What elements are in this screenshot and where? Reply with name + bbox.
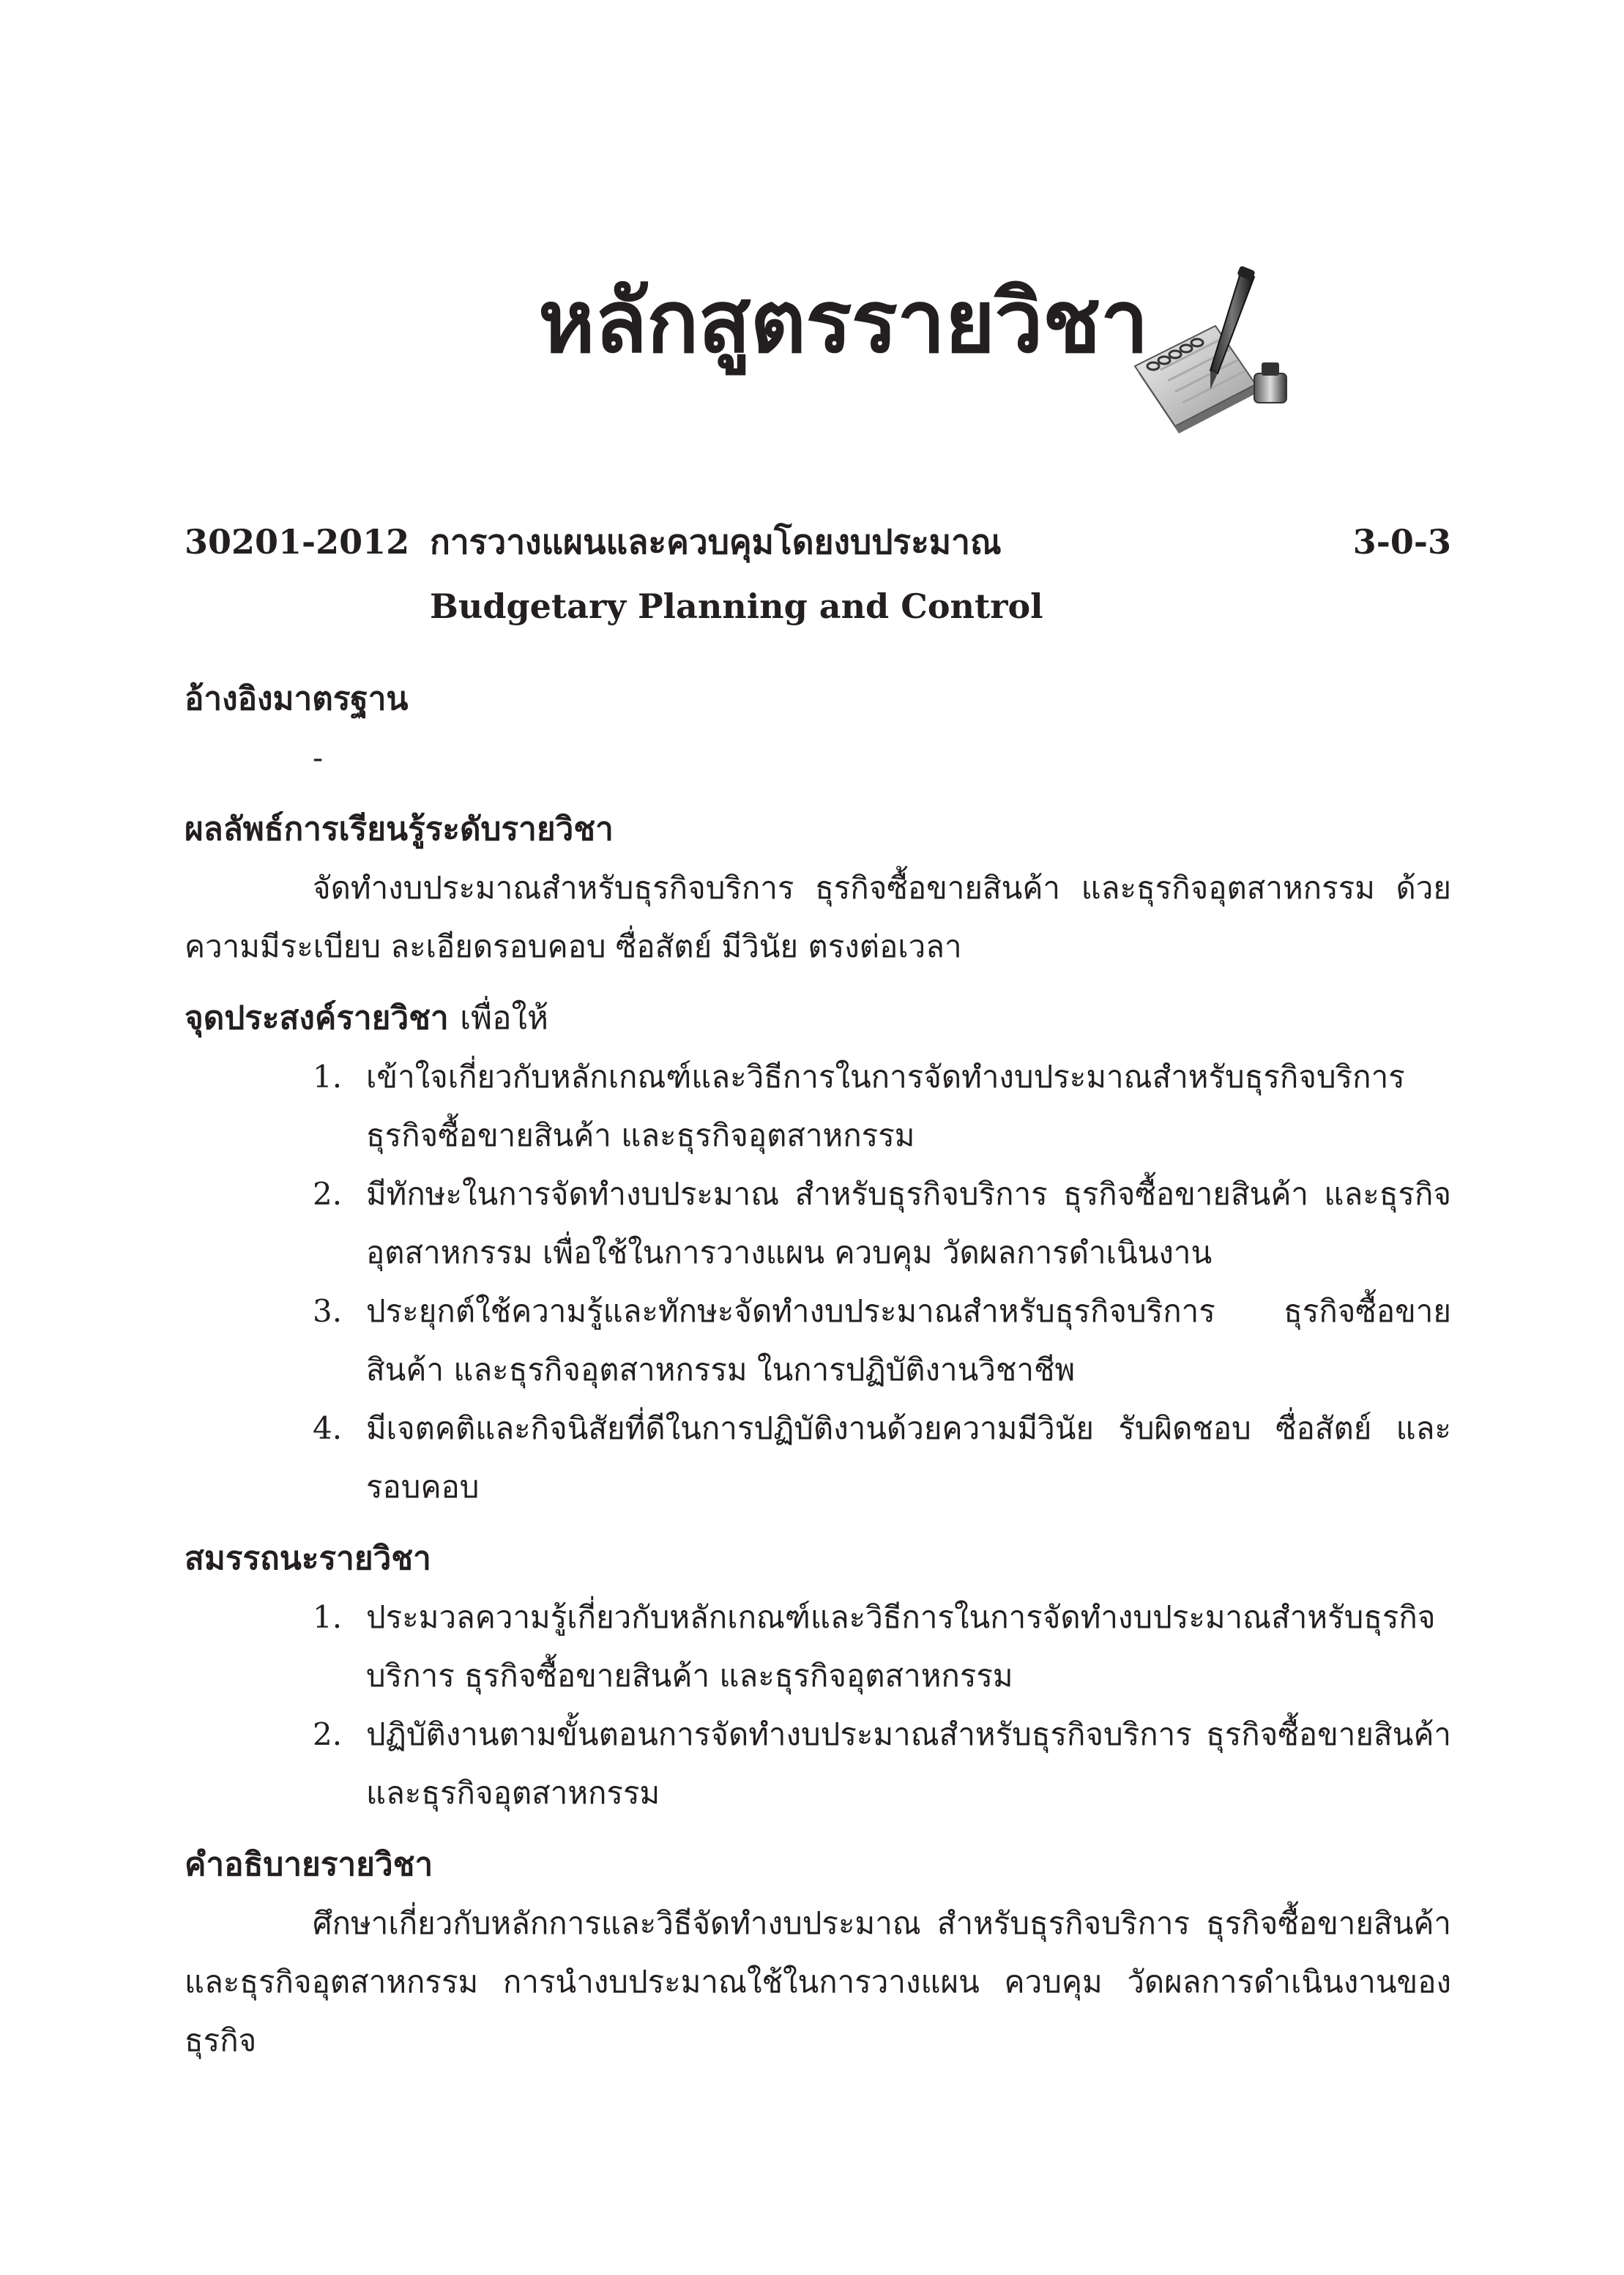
list-item-text: ปฏิบัติงานตามขั้นตอนการจัดทำงบประมาณสำหรับธุรกิจบริการ ธุรกิจซื้อขายสินค้า และธุรกิจอุตสาหกรรม — [366, 1716, 1451, 1811]
notebook-pen-icon — [1131, 264, 1300, 439]
list-item-text: ประยุกต์ใช้ความรู้และทักษะจัดทำงบประมาณสำหรับธุรกิจบริการ ธุรกิจซื้อขายสินค้า และธุรกิจอุตสาหกรรม ในการปฏิบัติงานวิชาชีพ — [366, 1293, 1451, 1388]
competencies-list — [185, 1588, 1451, 1822]
objectives-heading-label: จุดประสงค์รายวิชา — [185, 999, 449, 1037]
course-credits: 3-0-3 — [1352, 522, 1451, 562]
learning-outcome-section — [185, 800, 1451, 976]
list-item-number: 4. — [313, 1410, 343, 1446]
list-item — [185, 1282, 1451, 1399]
description-heading: คำอธิบายรายวิชา — [185, 1846, 433, 1883]
list-item-text: เข้าใจเกี่ยวกับหลักเกณฑ์และวิธีการในการจัดทำงบประมาณสำหรับธุรกิจบริการ ธุรกิจซื้อขายสินค้า และธุรกิจอุตสาหกรรม — [366, 1059, 1405, 1153]
competencies-section — [185, 1530, 1451, 1822]
course-name-thai: การวางแผนและควบคุมโดยงบประมาณ — [430, 522, 1002, 562]
course-header — [185, 513, 1451, 644]
list-item-text: มีทักษะในการจัดทำงบประมาณ สำหรับธุรกิจบริการ ธุรกิจซื้อขายสินค้า และธุรกิจอุตสาหกรรม เพื่อใช้ในการวางแผน ควบคุม วัดผลการดำเนินงาน — [366, 1176, 1451, 1270]
list-item — [185, 1048, 1451, 1165]
list-item-number: 1. — [313, 1599, 343, 1635]
objectives-heading-suffix: เพื่อให้ — [460, 999, 549, 1037]
list-item-number: 2. — [313, 1716, 343, 1752]
course-name-english: Budgetary Planning and Control — [430, 587, 1043, 626]
description-text: ศึกษาเกี่ยวกับหลักการและวิธีจัดทำงบประมาณ สำหรับธุรกิจบริการ ธุรกิจซื้อขายสินค้าและธุรกิจอุตสาหกรรม การนำงบประมาณใช้ในการวางแผน ควบคุม วัดผลการดำเนินงานของธุรกิจ — [185, 1905, 1451, 2058]
learning-outcome-heading: ผลลัพธ์การเรียนรู้ระดับรายวิชา — [185, 811, 614, 848]
list-item — [185, 1588, 1451, 1705]
standards-section — [185, 670, 1451, 787]
learning-outcome-text: จัดทำงบประมาณสำหรับธุรกิจบริการ ธุรกิจซื้อขายสินค้า และธุรกิจอุตสาหกรรม ด้วยความมีระเบียบ ละเอียดรอบคอบ ซื่อสัตย์ มีวินัย ตรงต่อเวลา — [185, 870, 1451, 964]
list-item — [185, 1165, 1451, 1282]
objectives-heading — [185, 989, 1451, 1048]
list-item — [185, 1705, 1451, 1822]
list-item-number: 3. — [313, 1293, 343, 1329]
competencies-heading: สมรรถนะรายวิชา — [185, 1540, 431, 1577]
objectives-list — [185, 1048, 1451, 1516]
standards-value: - — [313, 740, 324, 775]
list-item — [185, 1399, 1451, 1516]
objectives-section — [185, 989, 1451, 1516]
course-content — [185, 670, 1451, 2083]
description-section — [185, 1836, 1451, 2070]
list-item-number: 2. — [313, 1176, 343, 1212]
standards-heading: อ้างอิงมาตรฐาน — [185, 680, 409, 718]
page-title: หลักสูตรรายวิชา — [538, 271, 1148, 372]
list-item-text: มีเจตคติและกิจนิสัยที่ดีในการปฏิบัติงานด้วยความมีวินัย รับผิดชอบ ซื่อสัตย์ และรอบคอบ — [366, 1410, 1451, 1505]
list-item-number: 1. — [313, 1059, 343, 1095]
course-code: 30201-2012 — [185, 522, 410, 562]
list-item-text: ประมวลความรู้เกี่ยวกับหลักเกณฑ์และวิธีการในการจัดทำงบประมาณสำหรับธุรกิจบริการ ธุรกิจซื้อขายสินค้า และธุรกิจอุตสาหกรรม — [366, 1599, 1436, 1694]
